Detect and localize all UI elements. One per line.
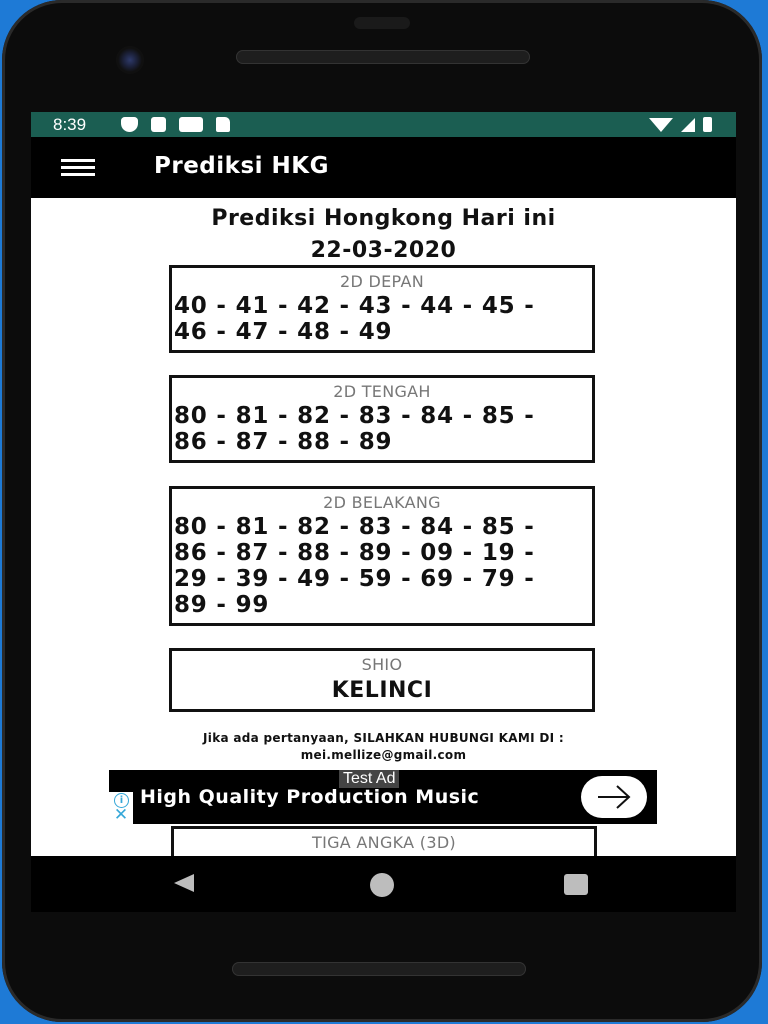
app-title: Prediksi HKG (154, 153, 329, 179)
screen (31, 112, 736, 912)
main-content[interactable] (31, 198, 736, 856)
front-camera (116, 46, 144, 74)
info-icon[interactable]: i (114, 793, 129, 808)
close-icon[interactable]: ✕ (113, 805, 129, 825)
back-icon[interactable] (174, 874, 194, 892)
box-2d-belakang (169, 486, 595, 626)
page-title: Prediksi Hongkong Hari ini (211, 206, 556, 231)
page-date: 22-03-2020 (310, 238, 457, 263)
ad-arrow-button[interactable] (581, 776, 647, 818)
box-label: 2D TENGAH (333, 382, 431, 401)
shio-value: KELINCI (331, 678, 433, 703)
box-2d-tengah (169, 375, 595, 463)
status-bar (31, 112, 736, 137)
top-notch (354, 17, 410, 29)
signal-icon (681, 118, 695, 132)
ad-choices[interactable] (109, 792, 133, 824)
wifi-icon (649, 118, 673, 132)
box-label: 2D BELAKANG (323, 493, 441, 512)
notification-icons (121, 117, 230, 132)
hamburger-menu-icon[interactable] (61, 159, 95, 177)
contact-text: Jika ada pertanyaan, SILAHKAN HUBUNGI KAMI DI : (203, 731, 564, 745)
ad-banner[interactable] (109, 770, 657, 824)
box-label: 2D DEPAN (340, 272, 424, 291)
arrow-right-icon (596, 783, 632, 811)
battery-icon (703, 117, 712, 132)
navigation-bar (31, 856, 736, 912)
shield-icon (121, 117, 138, 132)
phone-frame (2, 0, 762, 1022)
box-numbers: 80 - 81 - 82 - 83 - 84 - 85 - 86 - 87 - 88 - 89 - 09 - 19 - 29 - 39 - 49 - 59 - 69 - 79 - 89 - 99 (174, 514, 535, 618)
home-icon[interactable] (370, 873, 394, 897)
earpiece-speaker (236, 50, 530, 64)
ad-text[interactable]: High Quality Production Music (140, 786, 480, 808)
system-icons (649, 117, 712, 132)
app-bar (31, 137, 736, 198)
box-shio (169, 648, 595, 712)
status-time: 8:39 (53, 115, 87, 134)
contact-email[interactable]: mei.mellize@gmail.com (300, 748, 467, 762)
sd-card-icon (216, 117, 230, 132)
recents-icon[interactable] (564, 874, 588, 895)
shio-label: SHIO (361, 655, 403, 674)
box-2d-depan (169, 265, 595, 353)
box-numbers: 80 - 81 - 82 - 83 - 84 - 85 - 86 - 87 - 88 - 89 (174, 403, 535, 455)
image-icon (179, 117, 203, 132)
box-label: TIGA ANGKA (3D) (312, 833, 456, 852)
box-numbers: 40 - 41 - 42 - 43 - 44 - 45 - 46 - 47 - 48 - 49 (174, 293, 535, 345)
test-ad-label: Test Ad (339, 770, 399, 788)
box-tiga-angka (171, 826, 597, 856)
a-icon (151, 117, 166, 132)
bottom-speaker (232, 962, 526, 976)
